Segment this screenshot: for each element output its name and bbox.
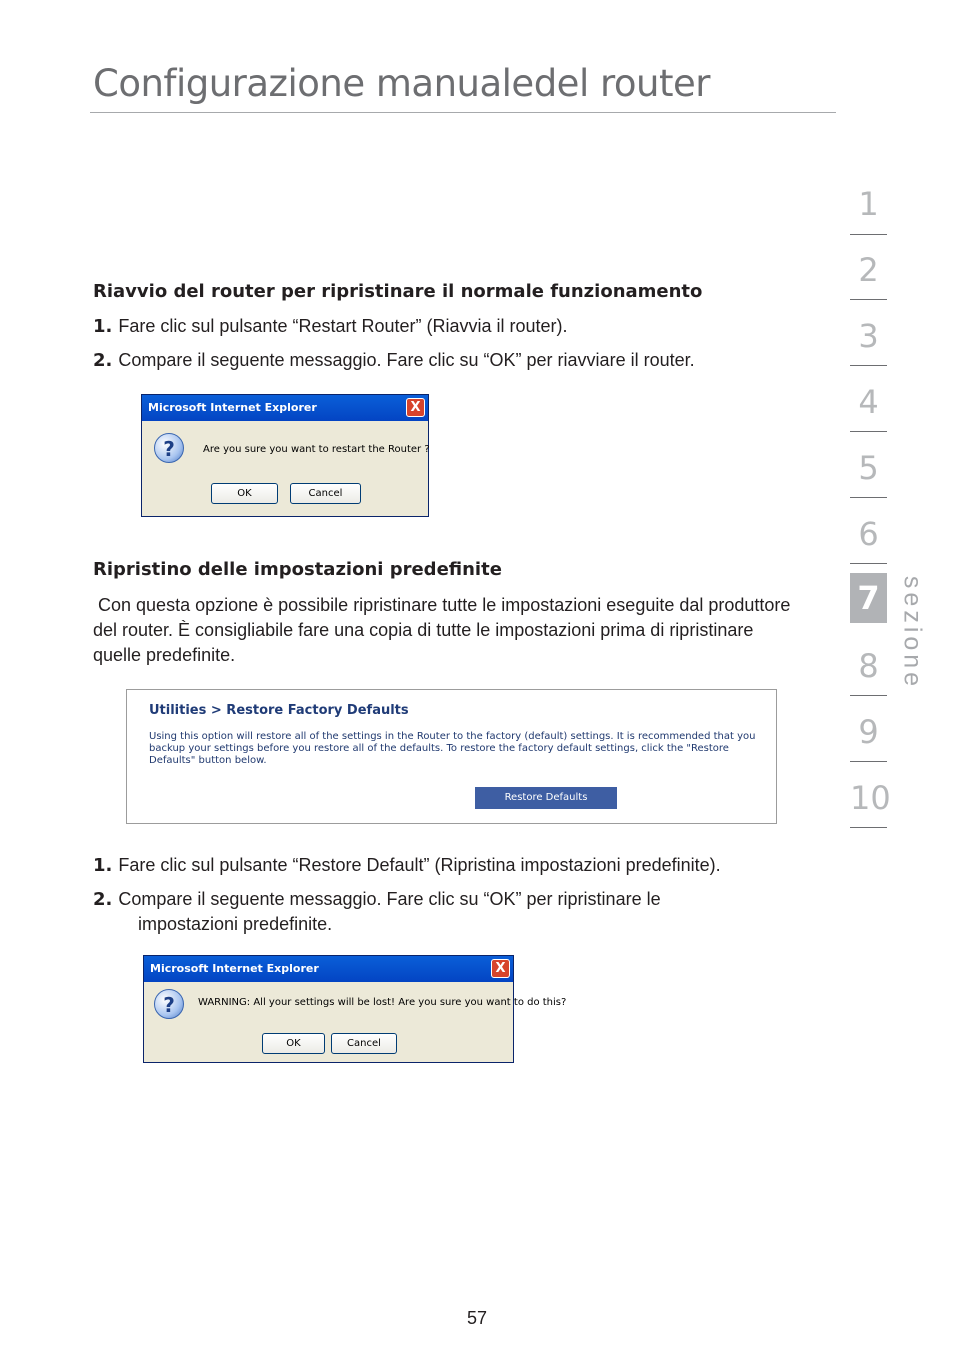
page-title: Configurazione manualedel router — [93, 62, 710, 105]
step-text: Compare il seguente messaggio. Fare clic su “OK” per ripristinare le — [118, 889, 661, 909]
section-number-2[interactable]: 2 — [858, 251, 879, 289]
restart-step-2 — [93, 348, 813, 373]
restart-confirm-dialog — [141, 394, 429, 517]
section-divider — [850, 234, 887, 235]
dialog-title: Microsoft Internet Explorer — [150, 962, 319, 975]
sezione-text: sezione — [898, 575, 927, 691]
section-number-9[interactable]: 9 — [858, 713, 879, 751]
restore-heading: Ripristino delle impostazioni predefinite — [93, 559, 502, 580]
page-number: 57 — [466, 1308, 488, 1328]
restore-defaults-button[interactable]: Restore Defaults — [475, 787, 617, 809]
cancel-button[interactable]: Cancel — [331, 1033, 397, 1054]
restore-warning-dialog — [143, 955, 567, 1063]
restart-heading: Riavvio del router per ripristinare il normale funzionamento — [93, 281, 703, 302]
section-number-5[interactable]: 5 — [858, 449, 879, 487]
section-divider — [850, 695, 887, 696]
section-number-8[interactable]: 8 — [858, 647, 879, 685]
ok-button[interactable]: OK — [211, 483, 278, 504]
section-number-1[interactable]: 1 — [858, 185, 879, 223]
dialog-title-bar — [142, 395, 428, 421]
dialog-message: WARNING: All your settings will be lost! Are you sure you want to do this? — [198, 997, 567, 1008]
section-number-3[interactable]: 3 — [858, 317, 879, 355]
close-icon[interactable]: X — [406, 398, 425, 417]
step-text: Fare clic sul pulsante “Restart Router” (Riavvia il router). — [118, 316, 568, 336]
section-divider — [850, 563, 887, 564]
dialog-title: Microsoft Internet Explorer — [148, 401, 317, 414]
section-number-10[interactable]: 10 — [850, 779, 891, 817]
restore-step-2 — [93, 887, 813, 937]
step-number: 2. — [93, 350, 113, 371]
restore-paragraph — [93, 593, 803, 668]
section-divider — [850, 761, 887, 762]
section-divider — [850, 299, 887, 300]
question-icon: ? — [154, 989, 184, 1019]
paragraph-text: Con questa opzione è possibile ripristinare tutte le impostazioni eseguite dal produttore del router. È consigliabile fare una copia di tutte le impostazioni prima di ripristinare quelle predefinite. — [93, 595, 791, 665]
restore-step-1 — [93, 853, 813, 878]
title-rule — [90, 112, 836, 113]
close-icon[interactable]: X — [491, 959, 510, 978]
panel-description: Using this option will restore all of the settings in the Router to the factory (default) settings. It is recommended that you backup your settings before you restore all of the defaults. To restore the factory default settings, click the "Restore Defaults" button below. — [149, 731, 756, 766]
restart-step-1 — [93, 314, 813, 339]
step-text-continued: impostazioni predefinite. — [138, 914, 333, 934]
sezione-label — [892, 568, 932, 698]
question-icon: ? — [154, 433, 184, 463]
section-divider — [850, 827, 887, 828]
ok-button[interactable]: OK — [262, 1033, 325, 1054]
step-number: 1. — [93, 316, 113, 337]
dialog-message: Are you sure you want to restart the Router ? — [203, 444, 430, 455]
section-number-4[interactable]: 4 — [858, 383, 879, 421]
breadcrumb: Utilities > Restore Factory Defaults — [149, 703, 409, 718]
dialog-title-bar — [144, 956, 513, 982]
cancel-button[interactable]: Cancel — [290, 483, 361, 504]
section-number-7-active[interactable]: 7 — [850, 573, 887, 623]
step-text: Compare il seguente messaggio. Fare clic su “OK” per riavviare il router. — [118, 350, 695, 370]
step-text: Fare clic sul pulsante “Restore Default” (Ripristina impostazioni predefinite). — [118, 855, 721, 875]
restore-defaults-panel — [126, 689, 777, 824]
section-divider — [850, 431, 887, 432]
step-number: 2. — [93, 889, 113, 910]
section-divider — [850, 365, 887, 366]
section-number-6[interactable]: 6 — [858, 515, 879, 553]
step-number: 1. — [93, 855, 113, 876]
section-divider — [850, 497, 887, 498]
